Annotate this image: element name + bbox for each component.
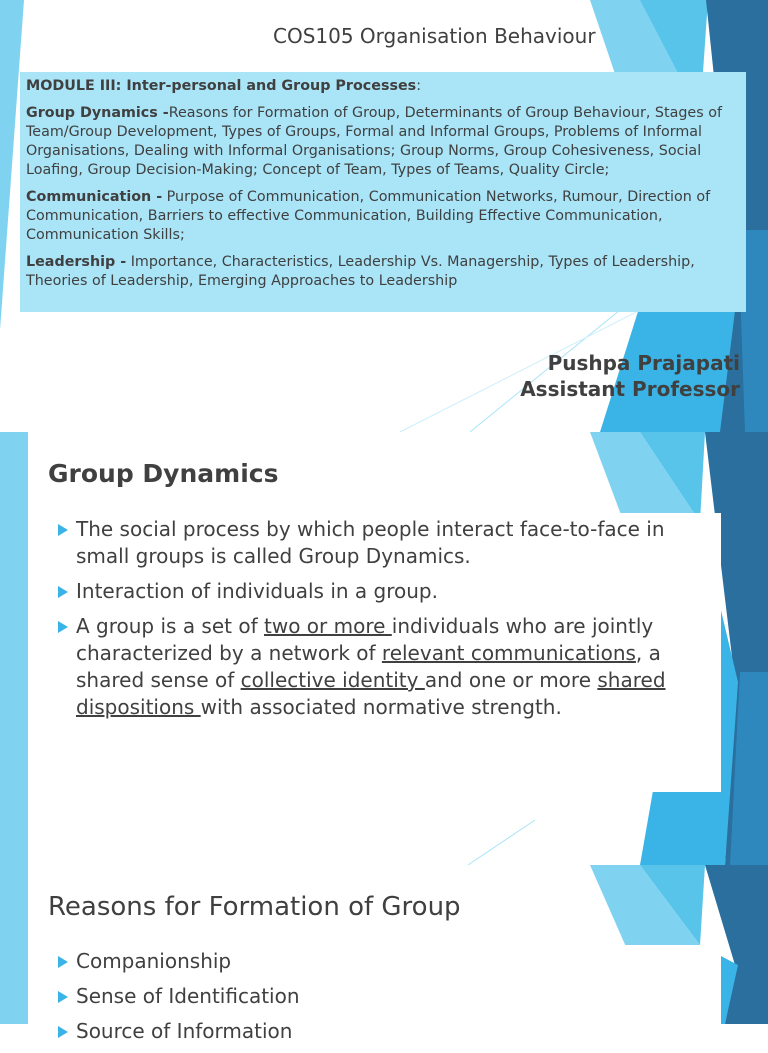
bullet-item	[56, 1018, 716, 1045]
author-designation: Assistant Professor	[520, 377, 740, 401]
bullet-arrow-icon	[58, 621, 68, 633]
title-slide	[0, 0, 768, 432]
section-label: Communication -	[26, 189, 163, 205]
bullet-list	[56, 948, 716, 1053]
underlined-term: two or more	[264, 614, 392, 638]
underlined-term: shared dispositions	[76, 668, 666, 719]
bullet-text-part: individuals who are jointly characterized by a network of	[76, 614, 654, 665]
bullet-item	[56, 516, 716, 570]
bullet-item	[56, 613, 716, 721]
bullet-arrow-icon	[58, 991, 68, 1003]
module-syllabus-box	[20, 72, 746, 312]
slide-title: Group Dynamics	[48, 459, 279, 488]
bullet-arrow-icon	[58, 586, 68, 598]
bullet-text: Companionship	[76, 949, 232, 973]
bullet-arrow-icon	[58, 1026, 68, 1038]
bullet-text: The social process by which people interact face-to-face in small groups is called Group Dynamics.	[76, 517, 665, 568]
bullet-text-part: , a shared sense of	[76, 641, 661, 692]
bullet-text-part: and one or more	[424, 668, 598, 692]
underlined-term: collective identity	[240, 668, 425, 692]
bullet-content-area	[48, 513, 721, 792]
bullet-text: Interaction of individuals in a group.	[76, 579, 438, 603]
bullet-list	[56, 516, 716, 729]
bullet-text-part: with associated normative strength.	[200, 695, 562, 719]
section-communication	[26, 188, 740, 245]
bullet-item	[56, 948, 716, 975]
bullet-content-area	[48, 945, 721, 1045]
bullet-text: Sense of Identification	[76, 984, 300, 1008]
author-block	[520, 350, 740, 402]
section-leadership	[26, 253, 740, 291]
section-text: Purpose of Communication, Communication Networks, Rumour, Direction of Communication, Barriers to effective Communication, Building Effective Communication, Communication Skills;	[26, 189, 711, 243]
module-heading	[26, 77, 740, 96]
bullet-text-part: A group is a set of	[76, 614, 264, 638]
reasons-slide	[0, 865, 768, 1043]
section-label: Group Dynamics -	[26, 105, 169, 121]
bullet-text: Source of Information	[76, 1019, 293, 1043]
bullet-item	[56, 983, 716, 1010]
bullet-arrow-icon	[58, 956, 68, 968]
section-text: Reasons for Formation of Group, Determinants of Group Behaviour, Stages of Team/Group Development, Types of Groups, Formal and Informal Groups, Problems of Informal Organisations, Dealing with Informal Organisations; Group Norms, Group Cohesiveness, Social Loafing, Group Decision-Making; Concept of Team, Types of Teams, Quality Circle;	[26, 105, 722, 178]
underlined-term: relevant communications	[381, 641, 636, 665]
section-text: Importance, Characteristics, Leadership Vs. Managership, Types of Leadership, Theories of Leadership, Emerging Approaches to Leadership	[26, 254, 695, 289]
group-dynamics-slide	[0, 432, 768, 865]
slide-title: Reasons for Formation of Group	[48, 892, 461, 922]
module-heading-text: MODULE III: Inter-personal and Group Processes	[26, 78, 417, 94]
section-label: Leadership -	[26, 254, 127, 270]
author-name: Pushpa Prajapati	[547, 351, 740, 375]
course-title: COS105 Organisation Behaviour	[273, 24, 596, 48]
module-heading-suffix: :	[416, 78, 422, 94]
bullet-item	[56, 578, 716, 605]
section-group-dynamics	[26, 104, 740, 180]
bullet-arrow-icon	[58, 524, 68, 536]
